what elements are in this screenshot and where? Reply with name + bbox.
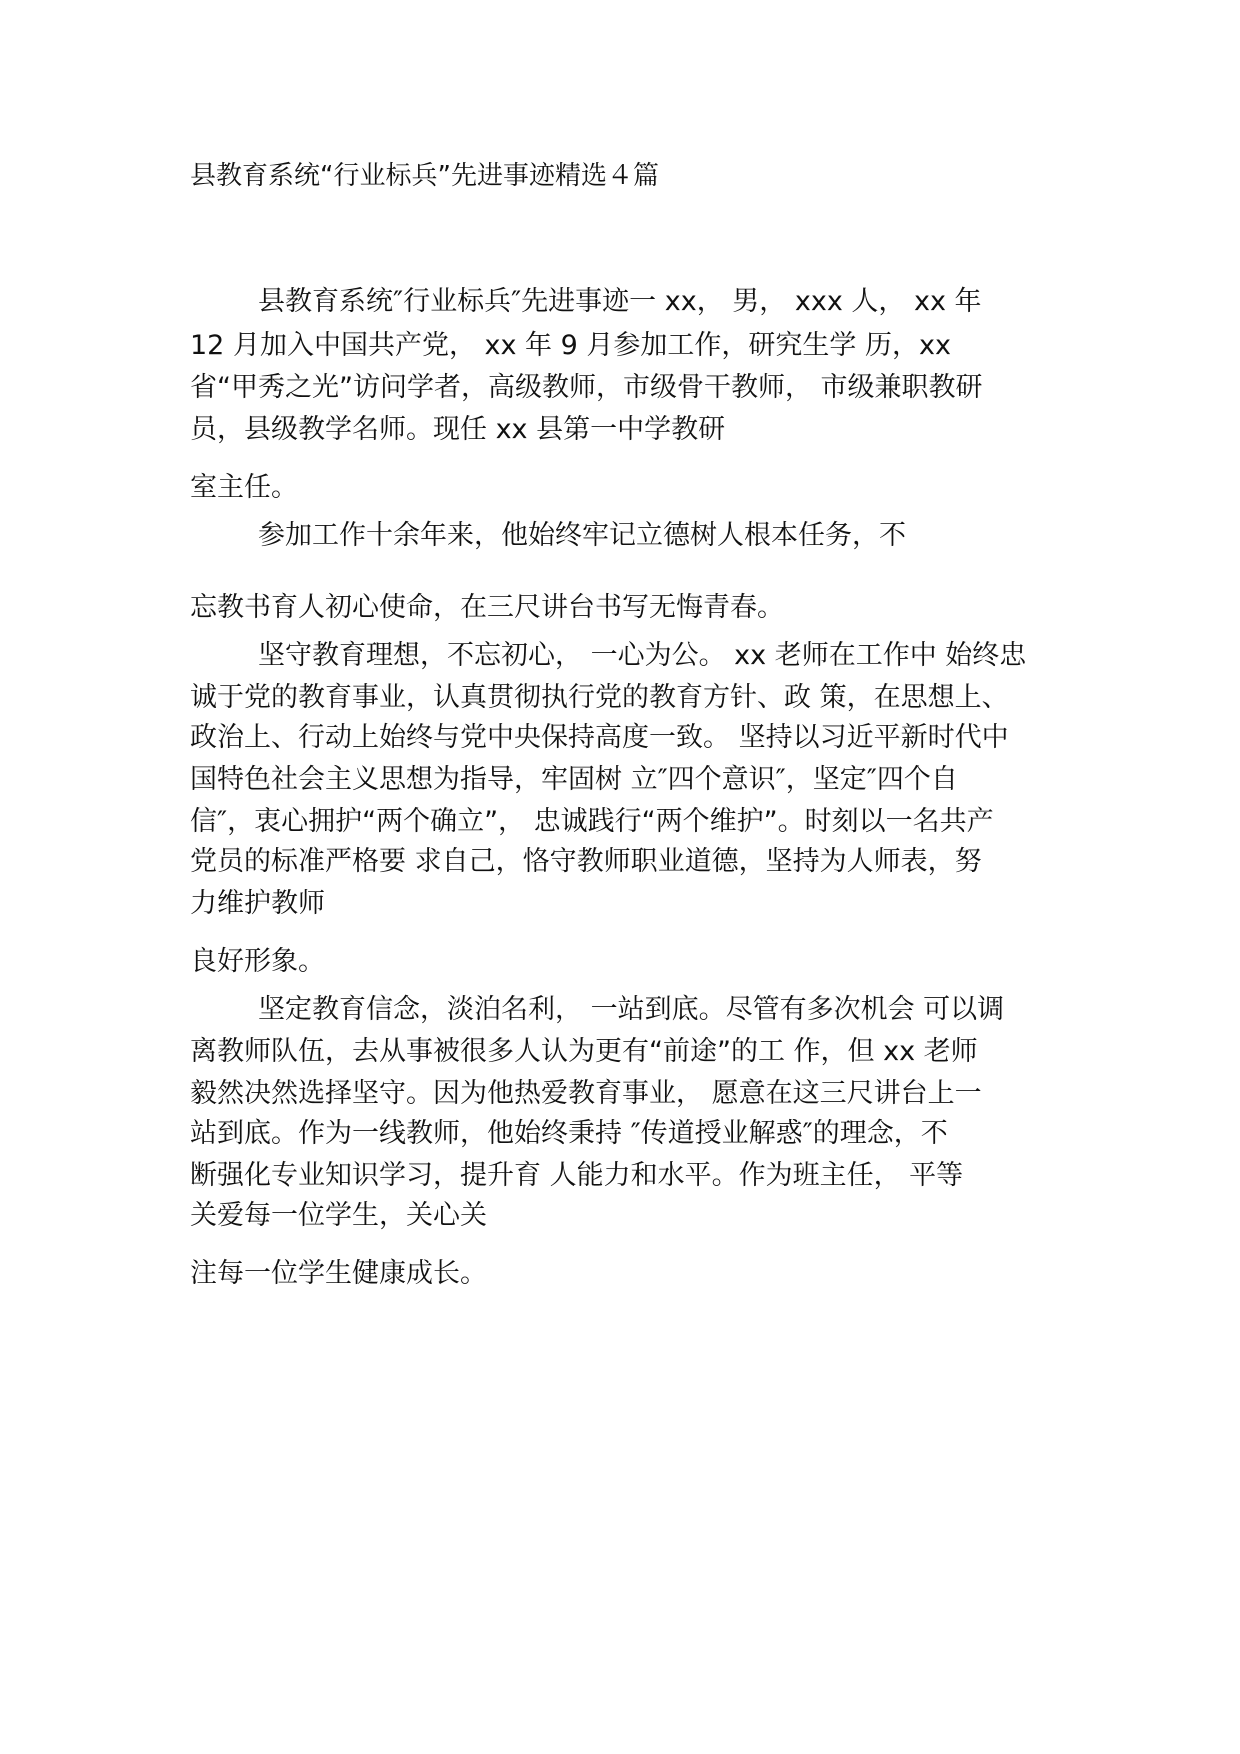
paragraph-4-line-3: 毅然决然选择坚守。因为他热爱教育事业， 愿意在这三尺讲台上一 — [190, 1078, 982, 1109]
paragraph-3-line-7: 力维护教师 — [190, 888, 325, 919]
paragraph-1-line-3: 省“甲秀之光”访问学者，高级教师，市级骨干教师， 市级兼职教研 — [190, 372, 983, 403]
paragraph-3-line-3: 政治上、行动上始终与党中央保持高度一致。 坚持以习近平新时代中 — [190, 722, 1009, 753]
document-title: 县教育系统“行业标兵”先进事迹精选４篇 — [190, 161, 659, 191]
paragraph-4-line-7: 注每一位学生健康成长。 — [190, 1258, 487, 1289]
paragraph-4-line-5: 断强化专业知识学习，提升育 人能力和水平。作为班主任， 平等 — [190, 1160, 964, 1191]
paragraph-1-line-5: 室主任。 — [190, 472, 298, 503]
paragraph-4-line-6: 关爱每一位学生，关心关 — [190, 1200, 487, 1231]
paragraph-3-line-2: 诚于党的教育事业，认真贯彻执行党的教育方针、政 策，在思想上、 — [190, 682, 1009, 713]
paragraph-3-line-1: 坚守教育理想，不忘初心， 一心为公。 xx 老师在工作中 始终忠 — [258, 640, 1027, 671]
paragraph-1-line-1: 县教育系统″行业标兵″先进事迹一 xx， 男， xxx 人， xx 年 — [258, 286, 982, 317]
paragraph-1-line-2: 12 月加入中国共产党， xx 年 9 月参加工作，研究生学 历，xx — [190, 330, 951, 361]
paragraph-3-line-5: 信″，衷心拥护“两个确立”， 忠诚践行“两个维护”。时刻以一名共产 — [190, 806, 994, 837]
paragraph-3-line-6: 党员的标准严格要 求自己，恪守教师职业道德，坚持为人师表，努 — [190, 846, 982, 877]
paragraph-3-line-8: 良好形象。 — [190, 946, 325, 977]
paragraph-2-line-2: 忘教书育人初心使命，在三尺讲台书写无悔青春。 — [190, 592, 784, 623]
paragraph-1-line-4: 员，县级教学名师。现任 xx 县第一中学教研 — [190, 414, 726, 445]
paragraph-4-line-1: 坚定教育信念，淡泊名利， 一站到底。尽管有多次机会 可以调 — [258, 994, 1005, 1025]
paragraph-3-line-4: 国特色社会主义思想为指导，牢固树 立″四个意识″，坚定″四个自 — [190, 764, 958, 795]
paragraph-4-line-2: 离教师队伍，去从事被很多人认为更有“前途”的工 作，但 xx 老师 — [190, 1036, 978, 1067]
paragraph-4-line-4: 站到底。作为一线教师，他始终秉持 ″传道授业解惑″的理念，不 — [190, 1118, 948, 1149]
paragraph-2-line-1: 参加工作十余年来，他始终牢记立德树人根本任务，不 — [258, 520, 906, 551]
